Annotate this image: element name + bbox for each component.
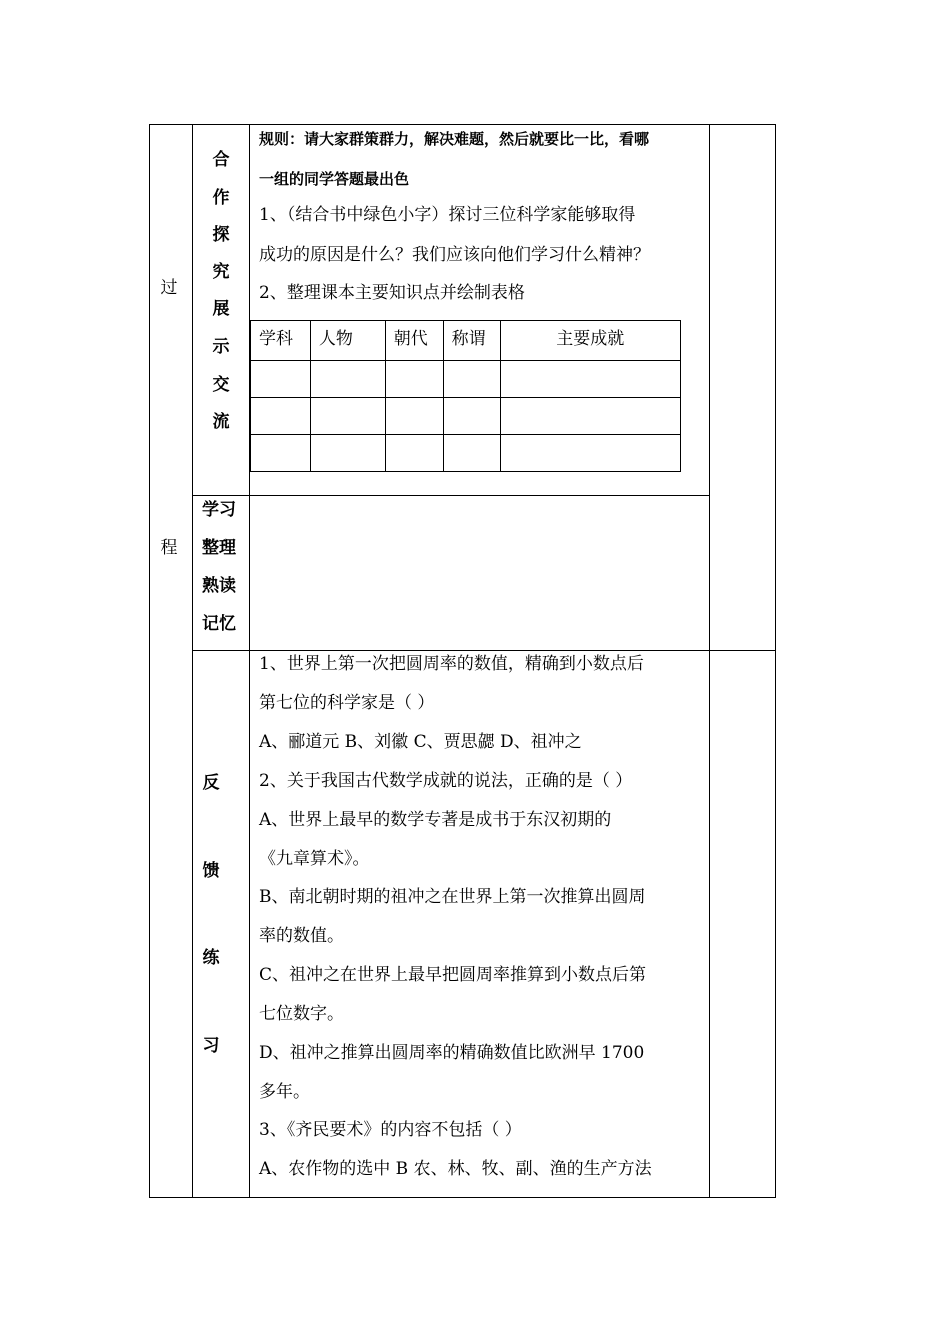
table-cell: [443, 398, 500, 435]
rule-line-1: 规则：请大家群策群力，解决难题，然后就要比一比，看哪: [259, 130, 650, 148]
practice-line: 2、关于我国古代数学成就的说法，正确的是（ ）: [259, 771, 633, 791]
feedback-label-char: 反: [202, 773, 220, 793]
table-header-cell: 学科: [251, 321, 311, 361]
cooperation-label-char: 交: [212, 375, 230, 395]
row-divider-1: [192, 495, 709, 496]
cooperation-label-char: 作: [212, 188, 230, 208]
cooperation-label-char: 究: [212, 262, 230, 282]
question-1-line-2: 成功的原因是什么？我们应该向他们学习什么精神？: [259, 245, 650, 265]
table-cell: [443, 435, 500, 472]
table-row: [251, 361, 681, 398]
cooperation-label-char: 示: [212, 337, 230, 357]
cooperation-label-char: 合: [212, 150, 230, 170]
rule-line-2: 一组的同学答题最出色: [259, 170, 410, 188]
table-cell: [500, 361, 680, 398]
table-row: [251, 398, 681, 435]
practice-line: 多年。: [259, 1082, 310, 1102]
table-cell: [310, 435, 385, 472]
feedback-label-char: 习: [202, 1036, 220, 1056]
question-1-line-1: 1、（结合书中绿色小字）探讨三位科学家能够取得: [259, 205, 636, 225]
table-cell: [500, 435, 680, 472]
question-2: 2、整理课本主要知识点并绘制表格: [259, 283, 525, 303]
table-cell: [251, 435, 311, 472]
practice-line: 《九章算术》。: [259, 849, 370, 869]
study-label-line: 学习: [202, 500, 236, 520]
practice-line: 七位数字。: [259, 1004, 344, 1024]
row-divider-2: [192, 650, 776, 651]
table-header-row: [251, 321, 681, 361]
feedback-label-char: 馈: [202, 861, 220, 881]
table-header-cell: 主要成就: [500, 321, 680, 361]
table-cell: [251, 361, 311, 398]
practice-line: 1、世界上第一次把圆周率的数值，精确到小数点后: [259, 654, 644, 674]
practice-line: 3、《齐民要术》的内容不包括（ ）: [259, 1120, 522, 1140]
practice-line: B、南北朝时期的祖冲之在世界上第一次推算出圆周: [259, 887, 646, 907]
column-divider-3: [709, 124, 710, 1198]
table-row: [251, 435, 681, 472]
table-cell: [385, 361, 443, 398]
study-label-line: 熟读: [202, 576, 236, 596]
feedback-label-char: 练: [202, 948, 220, 968]
practice-line: D、祖冲之推算出圆周率的精确数值比欧洲早 1700: [259, 1043, 645, 1063]
table-cell: [251, 398, 311, 435]
practice-line: A、农作物的选中 B 农、林、牧、副、渔的生产方法: [259, 1159, 652, 1179]
table-header-cell: 称谓: [443, 321, 500, 361]
column-divider-2: [249, 124, 250, 1198]
practice-line: A、郦道元 B、刘徽 C、贾思勰 D、祖冲之: [259, 732, 582, 752]
practice-line: C、祖冲之在世界上最早把圆周率推算到小数点后第: [259, 965, 647, 985]
table-cell: [385, 435, 443, 472]
study-label-line: 记忆: [202, 614, 236, 634]
cooperation-label-char: 流: [212, 412, 230, 432]
knowledge-table: [250, 320, 681, 472]
table-cell: [310, 361, 385, 398]
table-header-cell: 人物: [310, 321, 385, 361]
practice-line: A、世界上最早的数学专著是成书于东汉初期的: [259, 810, 612, 830]
table-cell: [500, 398, 680, 435]
table-cell: [310, 398, 385, 435]
practice-line: 第七位的科学家是（ ）: [259, 693, 435, 713]
study-label-line: 整理: [202, 538, 236, 558]
process-label-char-1: 过: [160, 278, 178, 298]
table-header-cell: 朝代: [385, 321, 443, 361]
table-cell: [443, 361, 500, 398]
practice-line: 率的数值。: [259, 926, 344, 946]
cooperation-label-char: 探: [212, 225, 230, 245]
table-cell: [385, 398, 443, 435]
cooperation-label-char: 展: [212, 299, 230, 319]
process-label-char-2: 程: [160, 538, 178, 558]
